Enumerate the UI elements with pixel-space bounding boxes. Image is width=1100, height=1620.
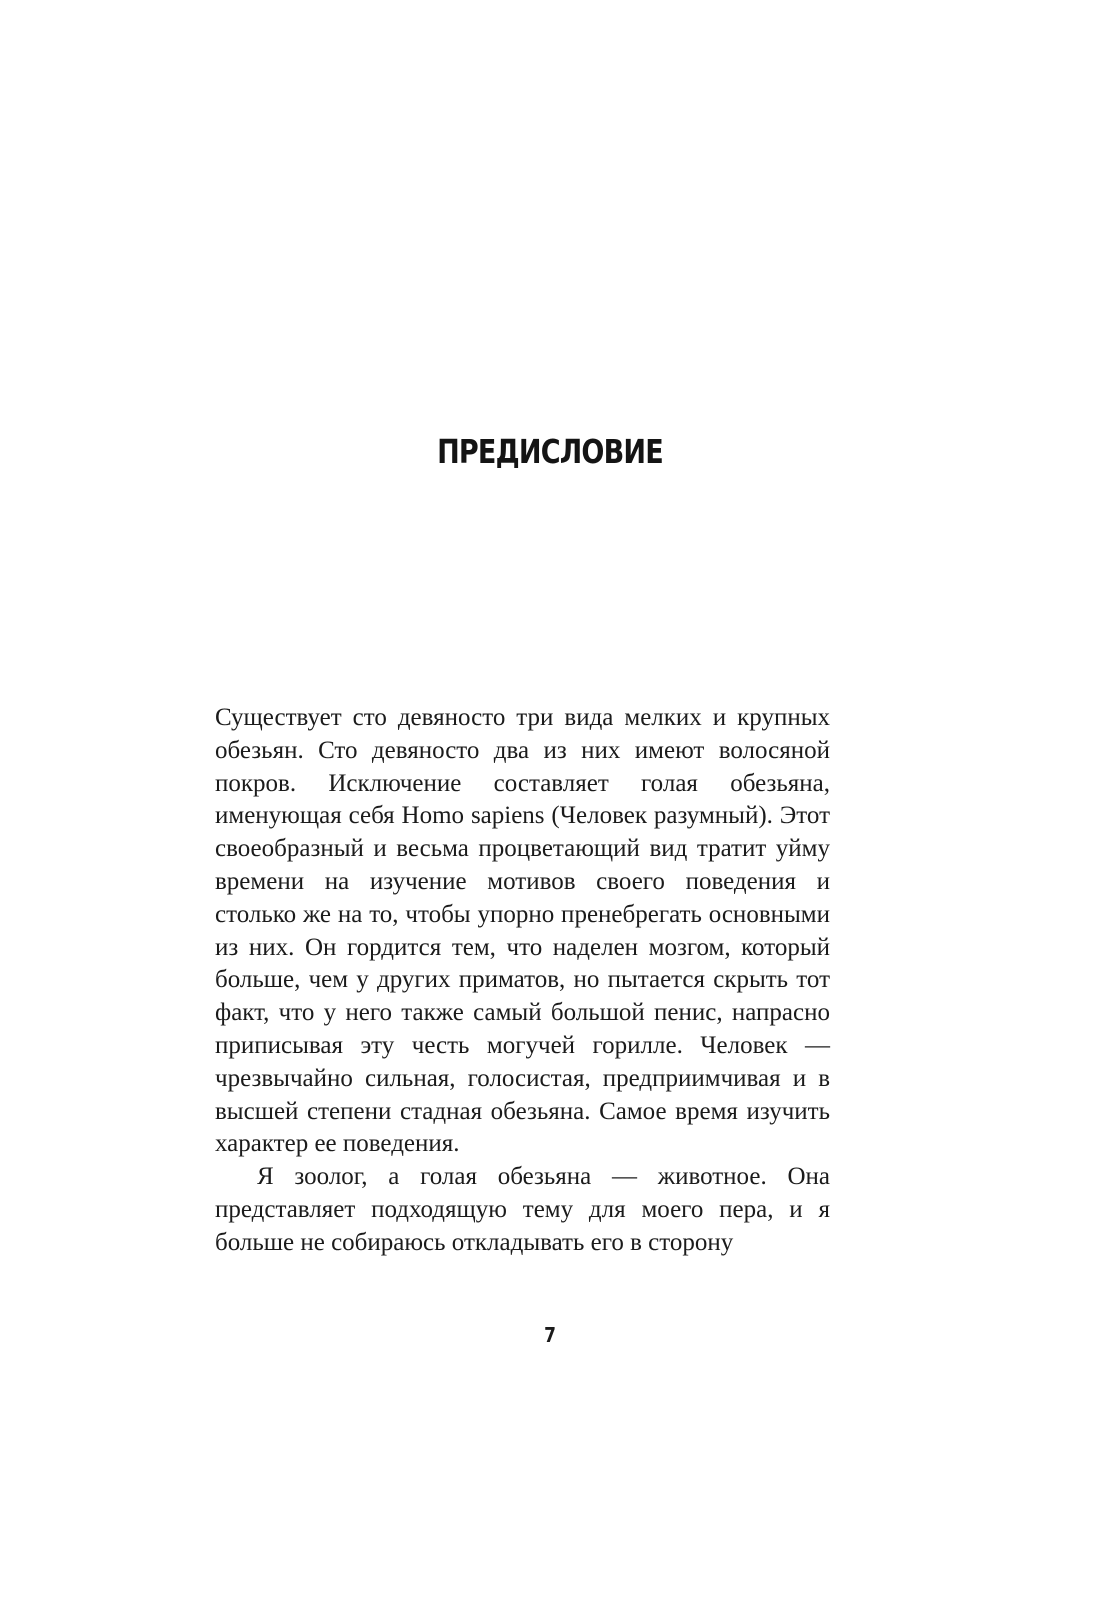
chapter-title: ПРЕДИСЛОВИЕ (437, 432, 663, 471)
body-text (215, 702, 830, 1260)
paragraph-1: Существует сто девяносто три вида мелких и крупных обезьян. Сто девяносто два из них имеют волосяной покров. Исключение составляет голая обезьяна, именующая себя Homo sapiens (Человек разумный). Этот своеобразный и весьма процветающий вид тратит уйму времени на изучение мотивов своего поведения и столько же на то, чтобы упорно пренебрегать основными из них. Он гордится тем, что наделен мозгом, который больше, чем у других приматов, но пытается скрыть тот факт, что у него также самый большой пенис, напрасно приписывая эту честь могучей горилле. Человек — чрезвычайно сильная, голосистая, предприимчивая и в высшей степени стадная обезьяна. Самое время изучить характер ее поведения. (215, 704, 830, 1158)
paragraph-2: Я зоолог, а голая обезьяна — животное. Она представляет подходящую тему для моего пера, и я больше не собираюсь откладывать его в сторону (215, 1163, 830, 1256)
page-number: 7 (544, 1323, 556, 1347)
